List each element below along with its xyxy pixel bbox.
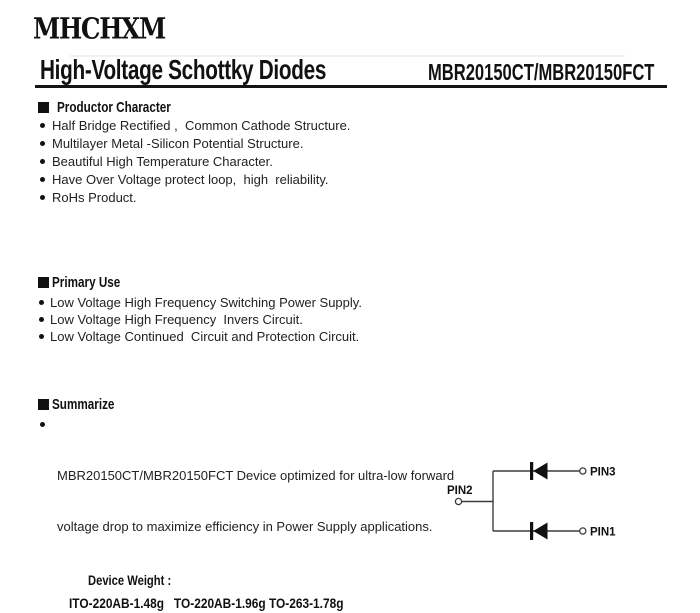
section-productor-character [38, 99, 350, 207]
bullet-text: Have Over Voltage protect loop, high reliability. [52, 172, 329, 187]
pin1-label: PIN1 [590, 526, 616, 539]
bullet-icon [40, 123, 45, 128]
bullet-item [38, 171, 350, 189]
bullet-list [38, 117, 350, 207]
device-weight-values-row [38, 590, 454, 613]
terminal-pin3-circle-icon [580, 468, 586, 474]
bullet-item [38, 416, 454, 569]
section-summarize [38, 396, 454, 613]
section-marker-icon [38, 399, 49, 410]
bullet-text: Low Voltage High Frequency Switching Power Supply. [50, 295, 362, 310]
bullet-item [38, 117, 350, 135]
diode-top-cathode-bar-icon [530, 462, 533, 480]
page-title: High-Voltage Schottky Diodes [40, 54, 327, 85]
bullet-text: Half Bridge Rectified , Common Cathode Structure. [52, 118, 351, 133]
diode-bottom-cathode-bar-icon [530, 522, 533, 540]
brand-logo: MHCHXM [33, 11, 165, 46]
bullet-item [38, 328, 362, 345]
bullet-item [38, 294, 362, 311]
common-cathode-diode-schematic [430, 440, 680, 545]
bullet-text: RoHs Product. [52, 190, 137, 205]
device-weight-values: ITO-220AB-1.48g TO-220AB-1.96g TO-263-1.78g [69, 595, 344, 611]
diode-bottom-anode-triangle-icon [533, 523, 547, 540]
bullet-item [38, 153, 350, 171]
bullet-item [38, 311, 362, 328]
title-underline [35, 85, 667, 88]
device-weight-row [38, 569, 454, 590]
bullet-item [38, 189, 350, 207]
bullet-icon [39, 300, 44, 305]
device-weight-label: Device Weight : [88, 572, 172, 588]
summary-line: voltage drop to maximize efficiency in Power Supply applications. [57, 519, 433, 534]
section-primary-use [38, 274, 362, 345]
section-heading [38, 99, 350, 115]
bullet-icon [39, 317, 44, 322]
section-heading-label: Summarize [52, 395, 115, 413]
bullet-icon [40, 177, 45, 182]
bullet-text: Low Voltage Continued Circuit and Protection Circuit. [50, 329, 360, 344]
bullet-icon [40, 195, 45, 200]
section-heading [38, 274, 362, 290]
bullet-list [38, 416, 454, 569]
bullet-text: Low Voltage High Frequency Invers Circuit. [50, 312, 303, 327]
part-number: MBR20150CT/MBR20150FCT [428, 59, 655, 85]
bullet-icon [40, 141, 45, 146]
summary-line: MBR20150CT/MBR20150FCT Device optimized for ultra-low forward [57, 468, 455, 483]
section-heading [38, 396, 454, 412]
section-marker-icon [38, 277, 49, 288]
pin3-label: PIN3 [590, 466, 616, 479]
terminal-pin2-circle-icon [455, 498, 461, 504]
section-heading-label: Primary Use [52, 273, 121, 291]
bullet-text: Multilayer Metal -Silicon Potential Structure. [52, 136, 304, 151]
terminal-pin1-circle-icon [580, 528, 586, 534]
bullet-icon [40, 422, 45, 427]
bullet-list [38, 294, 362, 345]
section-heading-label: Productor Character [57, 98, 171, 116]
pin2-label: PIN2 [447, 485, 473, 497]
bullet-text: Beautiful High Temperature Character. [52, 154, 273, 169]
bullet-item [38, 135, 350, 153]
section-marker-icon [38, 102, 49, 113]
diode-top-anode-triangle-icon [533, 463, 547, 480]
bullet-icon [39, 334, 44, 339]
bullet-icon [40, 159, 45, 164]
